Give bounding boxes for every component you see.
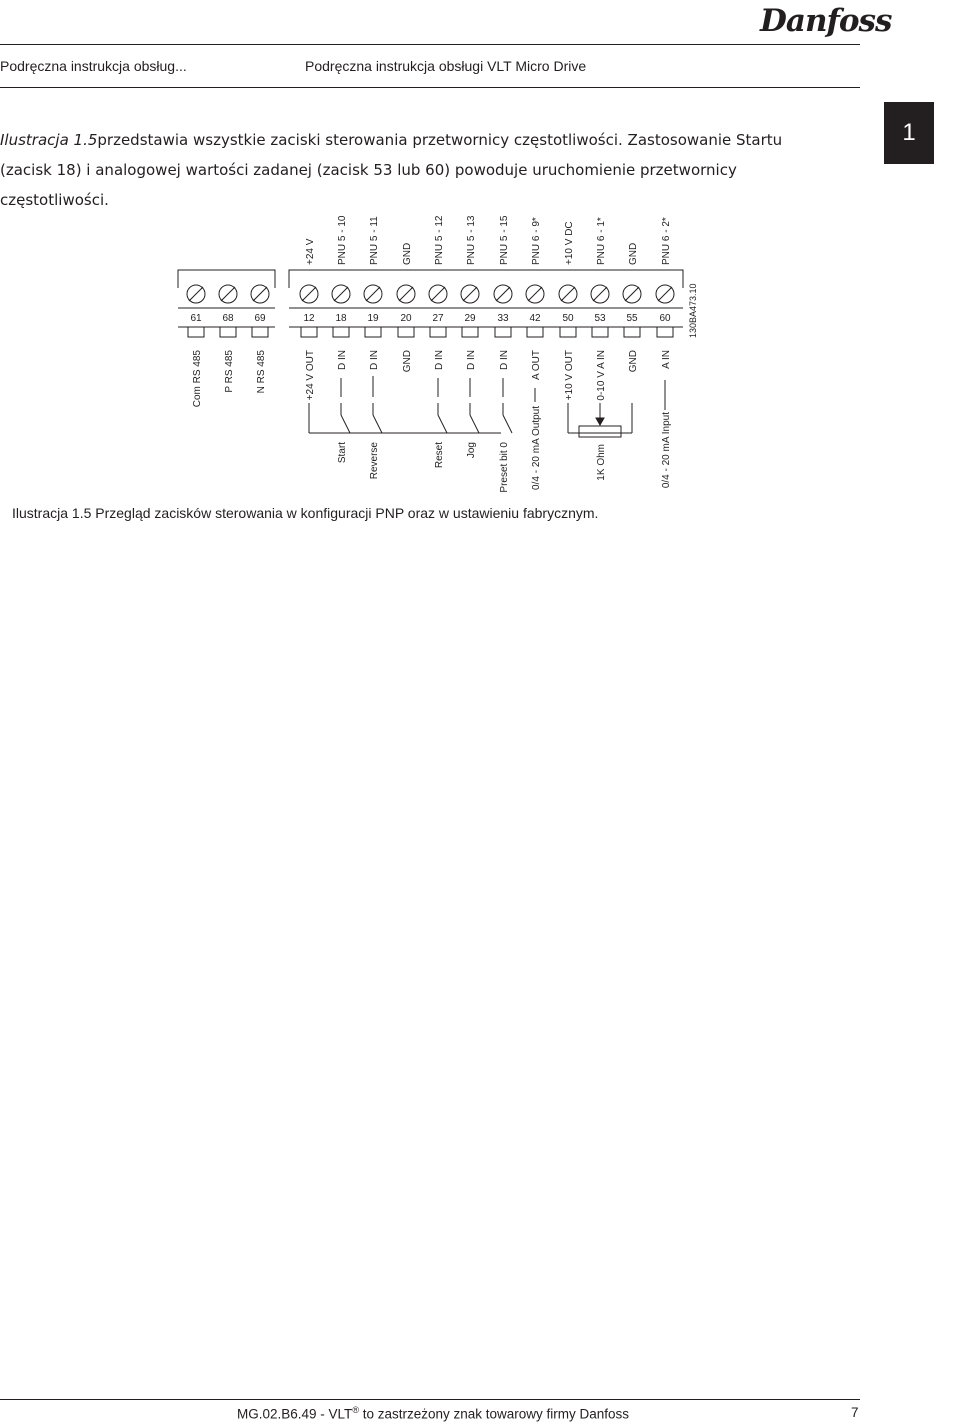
footer-trademark: to zastrzeżony znak towarowy firmy Danfoss [358, 1406, 630, 1422]
top-label-27: PNU 5 - 12 [434, 215, 445, 265]
terminal-number: 12 [303, 313, 315, 324]
rs485-label: Com RS 485 [192, 350, 203, 408]
jog-label: Jog [466, 442, 477, 459]
function-labels [305, 350, 672, 401]
main-block-screws [300, 285, 674, 303]
function-label: D IN [434, 350, 445, 370]
rs485-labels [192, 350, 267, 408]
top-label-53: PNU 6 - 1* [596, 217, 607, 265]
function-label: GND [628, 350, 639, 373]
terminal-number: 27 [432, 313, 444, 324]
footer-rule [0, 1399, 860, 1400]
terminal-number: 19 [367, 313, 379, 324]
terminal-number: 42 [529, 313, 541, 324]
pot-label: 1K Ohm [596, 444, 607, 481]
start-label: Start [337, 442, 348, 464]
top-label-29: PNU 5 - 13 [466, 215, 477, 265]
terminal-diagram [0, 190, 720, 500]
function-label: D IN [499, 350, 510, 370]
terminal-number: 20 [400, 313, 412, 324]
terminal-number: 50 [562, 313, 574, 324]
top-label-42: PNU 6 - 9* [531, 217, 542, 265]
top-label-19: PNU 5 - 11 [369, 216, 380, 265]
page-number: 7 [851, 1405, 859, 1420]
preset-label: Preset bit 0 [499, 442, 510, 493]
rs485-label: N RS 485 [256, 350, 267, 394]
function-label: GND [402, 350, 413, 373]
terminal-number: 61 [190, 313, 202, 324]
terminal-number: 33 [497, 313, 509, 324]
function-label: A OUT [531, 350, 542, 381]
top-label-55: GND [628, 242, 639, 265]
reverse-label: Reverse [369, 442, 380, 480]
header-rule-bottom [0, 87, 860, 88]
function-label: +10 V OUT [564, 350, 575, 401]
figure-reference: Ilustracja 1.5 [0, 131, 98, 149]
terminal-number: 18 [335, 313, 347, 324]
chapter-tab: 1 [884, 102, 934, 164]
header-left-title: Podręczna instrukcja obsług... [0, 58, 187, 74]
top-label-18: PNU 5 - 10 [337, 215, 348, 265]
output-label: 0/4 - 20 mA Output [531, 406, 542, 490]
main-block-outline [289, 270, 683, 288]
top-label-60: PNU 6 - 2* [661, 217, 672, 265]
terminal-number: 69 [254, 313, 266, 324]
input-label: 0/4 - 20 mA Input [661, 412, 672, 489]
function-label: 0-10 V A IN [596, 350, 607, 401]
function-label: +24 V OUT [305, 350, 316, 401]
function-label: D IN [337, 350, 348, 370]
wiring [309, 403, 632, 437]
terminal-number: 60 [659, 313, 671, 324]
left-block-screws [187, 285, 269, 303]
intro-text: przedstawia wszystkie zaciski sterowania przetwornicy częstotliwości. Zastosowanie Startu (zacisk 18) i analogowej wartości zadanej (zacisk 53 lub 60) powoduje uruchomienie przetwornicy częstotliwości. [0, 131, 783, 209]
figure-caption: Ilustracja 1.5 Przegląd zacisków sterowania w konfiguracji PNP oraz w ustawieniu fabrycznym. [12, 505, 599, 521]
pin-tabs [188, 327, 673, 337]
registered-mark: ® [352, 1405, 359, 1415]
terminal-number: 68 [222, 313, 234, 324]
top-label-33: PNU 5 - 15 [499, 215, 510, 265]
top-label-12: +24 V [305, 238, 316, 265]
top-labels [305, 215, 672, 265]
function-label: A IN [661, 350, 672, 369]
reset-label: Reset [434, 442, 445, 469]
terminal-number: 53 [594, 313, 606, 324]
diagram-code: 130BA473.10 [688, 283, 698, 338]
danfoss-logo: Danfoss [760, 3, 892, 39]
header-right-title: Podręczna instrukcja obsługi VLT Micro Drive [305, 58, 587, 74]
top-label-50: +10 V DC [564, 221, 575, 265]
function-label: D IN [466, 350, 477, 370]
footer-code-text: MG.02.B6.49 - VLT [237, 1406, 353, 1422]
function-label: D IN [369, 350, 380, 370]
terminal-number: 55 [626, 313, 638, 324]
rs485-label: P RS 485 [224, 350, 235, 393]
terminal-numbers [190, 313, 671, 324]
top-label-20: GND [402, 242, 413, 265]
header-rule [0, 44, 860, 45]
footer-code [237, 1405, 629, 1422]
terminal-number: 29 [464, 313, 476, 324]
